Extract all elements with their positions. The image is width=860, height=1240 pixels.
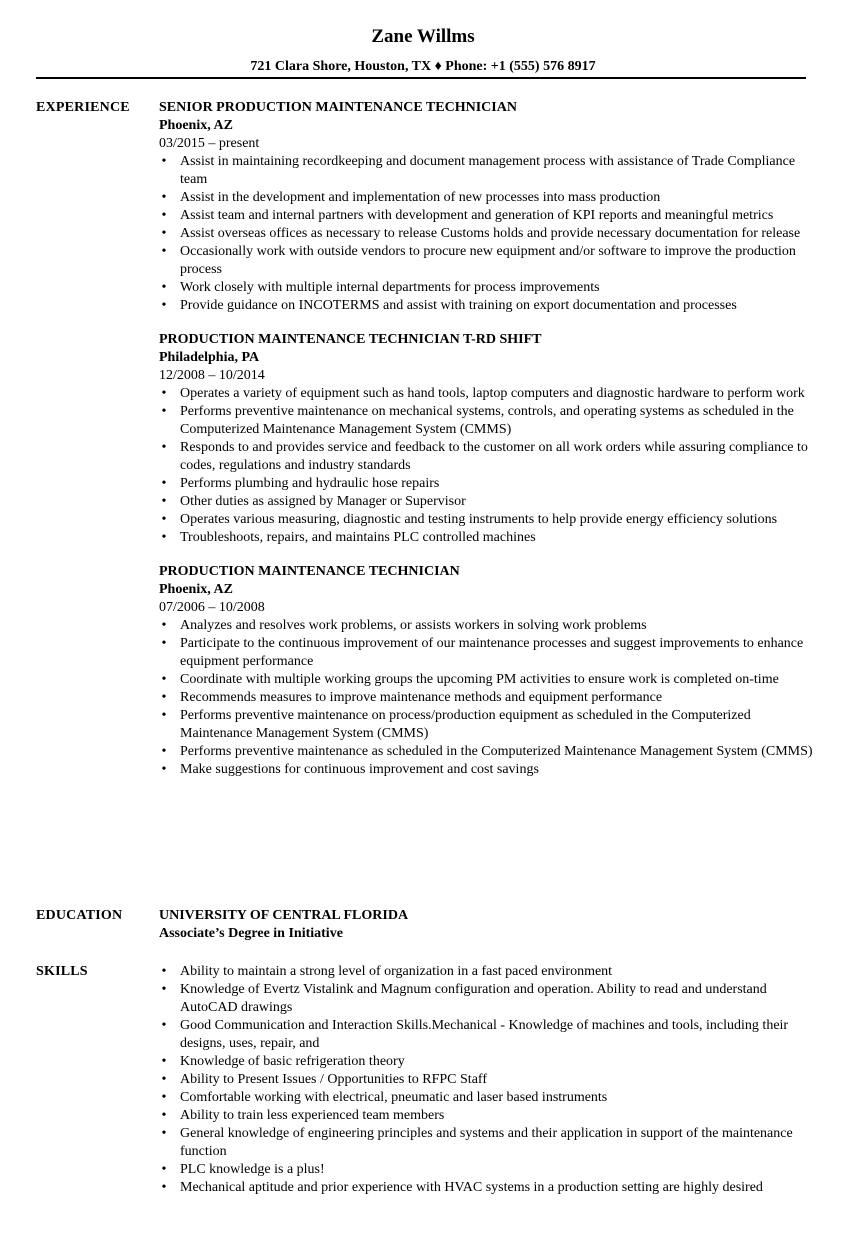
skills-label: SKILLS xyxy=(36,964,88,979)
job-dates: 07/2006 – 10/2008 xyxy=(159,600,265,615)
job-bullet: • Analyzes and resolves work problems, or assists workers in solving work problems xyxy=(159,617,815,635)
skill-item: • General knowledge of engineering principles and systems and their application in support of the maintenance function xyxy=(159,1125,815,1161)
job-bullet: • Performs preventive maintenance as scheduled in the Computerized Maintenance Management System (CMMS) xyxy=(159,743,815,761)
job-entry xyxy=(159,331,815,547)
education-school: UNIVERSITY OF CENTRAL FLORIDA xyxy=(159,908,409,923)
job-location: Phoenix, AZ xyxy=(159,582,233,597)
job-bullet: • Provide guidance on INCOTERMS and assist with training on export documentation and processes xyxy=(159,297,815,315)
job-bullet: • Occasionally work with outside vendors to procure new equipment and/or software to improve the production process xyxy=(159,243,815,279)
job-dates: 12/2008 – 10/2014 xyxy=(159,368,265,383)
job-bullet: • Assist overseas offices as necessary to release Customs holds and provide necessary documentation for release xyxy=(159,225,815,243)
job-bullet: • Performs preventive maintenance on mechanical systems, controls, and operating systems as scheduled in the Computerized Maintenance Management System (CMMS) xyxy=(159,403,815,439)
job-bullet: • Performs preventive maintenance on process/production equipment as scheduled in the Computerized Maintenance Management System (CMMS) xyxy=(159,707,815,743)
job-bullet: • Recommends measures to improve maintenance methods and equipment performance xyxy=(159,689,815,707)
job-bullet: • Coordinate with multiple working groups the upcoming PM activities to ensure work is completed on-time xyxy=(159,671,815,689)
skill-item: • Knowledge of basic refrigeration theory xyxy=(159,1053,815,1071)
job-title: PRODUCTION MAINTENANCE TECHNICIAN xyxy=(159,564,460,579)
skill-item: • PLC knowledge is a plus! xyxy=(159,1161,815,1179)
job-bullet: • Operates various measuring, diagnostic and testing instruments to help provide energy efficiency solutions xyxy=(159,511,815,529)
job-location: Phoenix, AZ xyxy=(159,118,233,133)
job-bullet: • Assist team and internal partners with development and generation of KPI reports and meaningful metrics xyxy=(159,207,815,225)
job-title: SENIOR PRODUCTION MAINTENANCE TECHNICIAN xyxy=(159,100,517,115)
job-entry xyxy=(159,99,815,315)
contact-line: 721 Clara Shore, Houston, TX ♦ Phone: +1 (555) 576 8917 xyxy=(250,59,596,74)
job-entry xyxy=(159,563,815,779)
skill-item: • Ability to Present Issues / Opportunities to RFPC Staff xyxy=(159,1071,815,1089)
education-label: EDUCATION xyxy=(36,908,123,923)
job-bullets xyxy=(159,385,815,547)
skill-item: • Ability to maintain a strong level of organization in a fast paced environment xyxy=(159,963,815,981)
job-location: Philadelphia, PA xyxy=(159,350,260,365)
experience-list xyxy=(159,99,815,795)
job-bullet: • Operates a variety of equipment such as hand tools, laptop computers and diagnostic hardware to perform work xyxy=(159,385,815,403)
job-title: PRODUCTION MAINTENANCE TECHNICIAN T-RD SHIFT xyxy=(159,332,542,347)
job-bullet: • Troubleshoots, repairs, and maintains PLC controlled machines xyxy=(159,529,815,547)
header-divider xyxy=(36,77,806,79)
job-bullet: • Work closely with multiple internal departments for process improvements xyxy=(159,279,815,297)
skills-list xyxy=(159,963,815,1197)
job-dates: 03/2015 – present xyxy=(159,136,260,151)
resume-header xyxy=(0,25,860,76)
job-bullet: • Make suggestions for continuous improvement and cost savings xyxy=(159,761,815,779)
skill-item: • Knowledge of Evertz Vistalink and Magnum configuration and operation. Ability to read and understand AutoCAD drawings xyxy=(159,981,815,1017)
candidate-name: Zane Willms xyxy=(371,26,475,47)
skills-content xyxy=(159,963,815,1197)
job-bullet: • Other duties as assigned by Manager or Supervisor xyxy=(159,493,815,511)
skill-item: • Ability to train less experienced team members xyxy=(159,1107,815,1125)
education-degree: Associate’s Degree in Initiative xyxy=(159,926,343,941)
experience-label: EXPERIENCE xyxy=(36,100,130,115)
skill-item: • Mechanical aptitude and prior experience with HVAC systems in a production setting are highly desired xyxy=(159,1179,815,1197)
job-bullet: • Responds to and provides service and feedback to the customer on all work orders while assuring compliance to codes, regulations and industry standards xyxy=(159,439,815,475)
job-bullets xyxy=(159,617,815,779)
skill-item: • Good Communication and Interaction Skills.Mechanical - Knowledge of machines and tools, including their designs, uses, repair, and xyxy=(159,1017,815,1053)
education-content xyxy=(159,907,815,943)
skill-item: • Comfortable working with electrical, pneumatic and laser based instruments xyxy=(159,1089,815,1107)
job-bullet: • Assist in the development and implementation of new processes into mass production xyxy=(159,189,815,207)
job-bullet: • Performs plumbing and hydraulic hose repairs xyxy=(159,475,815,493)
job-bullet: • Assist in maintaining recordkeeping and document management process with assistance of Trade Compliance team xyxy=(159,153,815,189)
job-bullets xyxy=(159,153,815,315)
job-bullet: • Participate to the continuous improvement of our maintenance processes and suggest improvements to enhance equipment performance xyxy=(159,635,815,671)
